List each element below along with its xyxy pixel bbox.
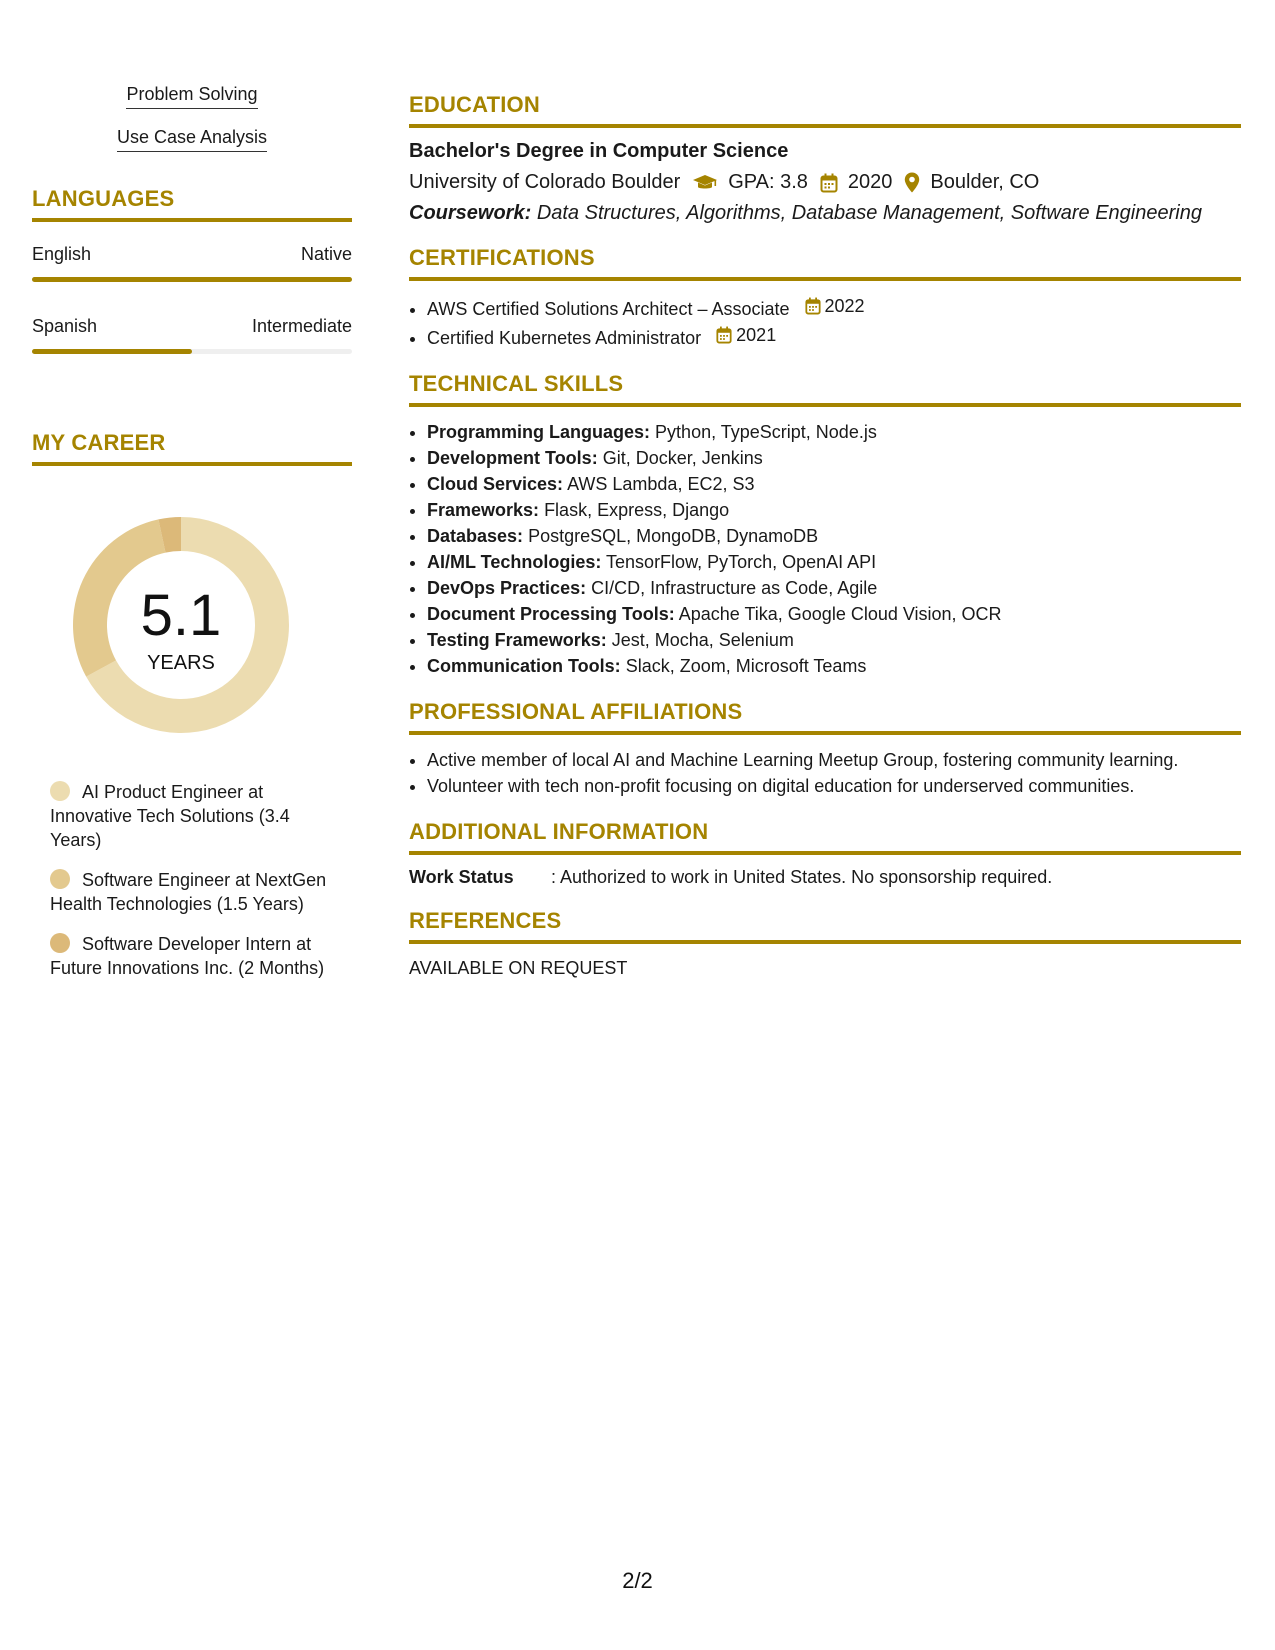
skill-values: AWS Lambda, EC2, S3 xyxy=(567,474,755,494)
skill-values: PostgreSQL, MongoDB, DynamoDB xyxy=(528,526,819,546)
skill-category: DevOps Practices: xyxy=(427,578,587,598)
skill-category: Communication Tools: xyxy=(427,656,621,676)
skill-tag: Problem Solving xyxy=(126,84,257,109)
skill-item xyxy=(427,601,1241,627)
work-status-label: Work Status xyxy=(409,867,514,887)
career-total-unit: YEARS xyxy=(147,652,215,674)
certifications-list xyxy=(409,293,1241,351)
right-column xyxy=(409,92,1241,979)
education-degree: Bachelor's Degree in Computer Science xyxy=(409,140,789,162)
skill-item xyxy=(427,497,1241,523)
skill-item xyxy=(427,419,1241,445)
calendar-icon xyxy=(820,173,838,193)
skill-item xyxy=(427,627,1241,653)
skill-item xyxy=(427,575,1241,601)
language-proficiency-fill xyxy=(32,349,192,354)
skill-values: TensorFlow, PyTorch, OpenAI API xyxy=(606,552,877,572)
career-total-years: 5.1 xyxy=(140,583,222,648)
work-status-row xyxy=(409,867,1241,888)
skill-values: Slack, Zoom, Microsoft Teams xyxy=(625,656,867,676)
skill-values: Jest, Mocha, Selenium xyxy=(611,630,794,650)
additional-info-heading: ADDITIONAL INFORMATION xyxy=(409,819,1241,855)
education-gpa: GPA: 3.8 xyxy=(728,171,808,193)
career-legend-item xyxy=(50,868,330,916)
education-location: Boulder, CO xyxy=(930,171,1040,193)
skill-category: Databases: xyxy=(427,526,524,546)
language-proficiency-bar xyxy=(32,349,352,354)
skill-category: Frameworks: xyxy=(427,500,540,520)
language-name: English xyxy=(32,244,92,264)
skill-category: Development Tools: xyxy=(427,448,598,468)
language-proficiency-fill xyxy=(32,277,352,282)
skill-tag: Use Case Analysis xyxy=(117,127,267,152)
skill-item xyxy=(427,523,1241,549)
certifications-heading: CERTIFICATIONS xyxy=(409,245,1241,281)
education-year: 2020 xyxy=(847,171,893,193)
language-proficiency-bar xyxy=(32,277,352,282)
education-meta xyxy=(409,171,1241,194)
affiliation-item: • Volunteer with tech non-profit focusing on digital education for underserved communities. xyxy=(427,773,1241,799)
page-number: 2/2 xyxy=(622,1568,653,1593)
skill-item xyxy=(427,653,1241,679)
career-legend-item xyxy=(50,780,330,852)
legend-dot xyxy=(50,781,70,801)
legend-dot xyxy=(50,869,70,889)
certification-item xyxy=(427,322,1241,351)
affiliations-list xyxy=(409,747,1241,799)
skill-category: Cloud Services: xyxy=(427,474,564,494)
calendar-icon xyxy=(805,297,821,315)
education-coursework xyxy=(409,202,1241,225)
work-status-value: : Authorized to work in United States. No sponsorship required. xyxy=(551,867,1053,887)
language-name: Spanish xyxy=(32,316,98,336)
references-text: AVAILABLE ON REQUEST xyxy=(409,958,628,978)
certification-name: Certified Kubernetes Administrator xyxy=(427,328,702,348)
coursework-list: Data Structures, Algorithms, Database Management, Software Engineering xyxy=(536,202,1202,224)
left-column xyxy=(32,84,352,996)
education-heading: EDUCATION xyxy=(409,92,1241,128)
certification-year: 2021 xyxy=(736,325,777,345)
calendar-icon xyxy=(716,326,732,344)
technical-skills-list xyxy=(409,419,1241,679)
language-item xyxy=(32,316,352,354)
skill-category: Programming Languages: xyxy=(427,422,651,442)
skill-category: Document Processing Tools: xyxy=(427,604,675,624)
references-heading: REFERENCES xyxy=(409,908,1241,944)
skill-category: AI/ML Technologies: xyxy=(427,552,602,572)
career-legend xyxy=(50,780,330,980)
skill-item xyxy=(427,471,1241,497)
career-donut xyxy=(66,510,296,740)
certification-name: AWS Certified Solutions Architect – Associate xyxy=(427,299,790,319)
legend-dot xyxy=(50,933,70,953)
career-entry-label: Software Developer Intern at Future Innovations Inc. (2 Months) xyxy=(50,934,325,978)
education-school: University of Colorado Boulder xyxy=(409,171,681,193)
languages-heading: LANGUAGES xyxy=(32,186,352,222)
affiliation-item: • Active member of local AI and Machine Learning Meetup Group, fostering community learning. xyxy=(427,747,1241,773)
location-pin-icon xyxy=(904,172,920,193)
skill-values: CI/CD, Infrastructure as Code, Agile xyxy=(591,578,878,598)
affiliations-heading: PROFESSIONAL AFFILIATIONS xyxy=(409,699,1241,735)
certification-year: 2022 xyxy=(824,296,865,316)
career-heading: MY CAREER xyxy=(32,430,352,466)
technical-skills-heading: TECHNICAL SKILLS xyxy=(409,371,1241,407)
skill-values: Git, Docker, Jenkins xyxy=(602,448,763,468)
skill-item xyxy=(427,549,1241,575)
skill-values: Apache Tika, Google Cloud Vision, OCR xyxy=(678,604,1002,624)
language-level: Native xyxy=(300,244,352,264)
career-entry-label: AI Product Engineer at Innovative Tech Solutions (3.4 Years) xyxy=(50,782,290,850)
skill-item xyxy=(427,445,1241,471)
language-item xyxy=(32,244,352,282)
language-level: Intermediate xyxy=(251,316,352,336)
career-entry-label: Software Engineer at NextGen Health Technologies (1.5 Years) xyxy=(50,870,327,914)
certification-item xyxy=(427,293,1241,322)
skill-category: Testing Frameworks: xyxy=(427,630,607,650)
career-legend-item xyxy=(50,932,330,980)
graduation-cap-icon xyxy=(692,174,718,192)
skill-values: Python, TypeScript, Node.js xyxy=(655,422,877,442)
coursework-label: Coursework: xyxy=(409,202,532,224)
skill-values: Flask, Express, Django xyxy=(544,500,730,520)
